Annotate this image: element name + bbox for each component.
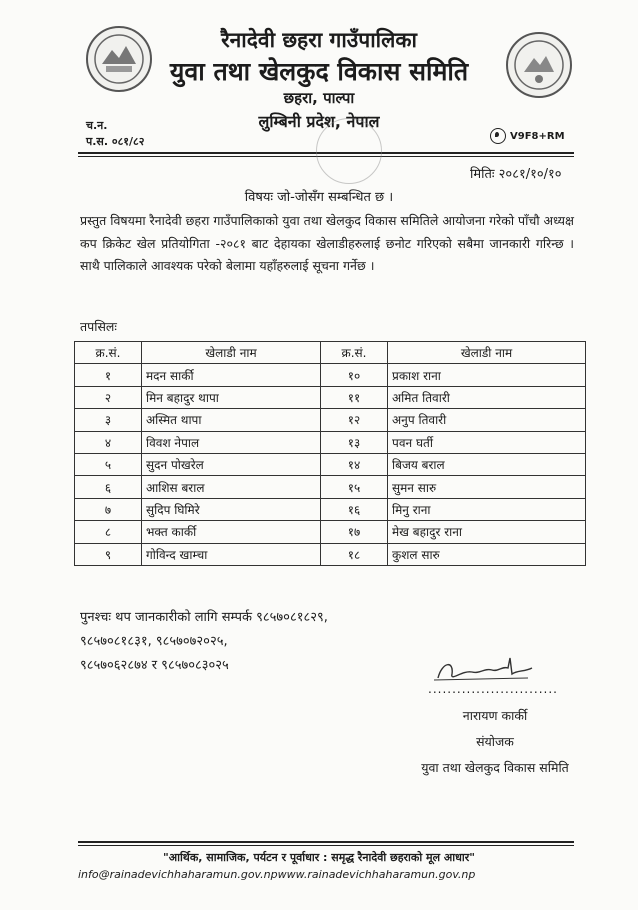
table-row (75, 521, 586, 543)
table-row (75, 431, 586, 453)
player-name-cell: गोविन्द खाम्चा (142, 543, 321, 565)
player-name-cell: सुदिप घिमिरे (142, 498, 321, 520)
serial-cell: १७ (321, 521, 388, 543)
serial-cell: २ (75, 386, 142, 408)
player-name-cell: अमित तिवारी (388, 386, 586, 408)
player-name-cell: पवन घर्ती (388, 431, 586, 453)
player-name-cell: अनुप तिवारी (388, 409, 586, 431)
player-name-cell: भक्त कार्की (142, 521, 321, 543)
player-name-cell: आशिस बराल (142, 476, 321, 498)
contact-info (80, 606, 430, 678)
serial-cell: ६ (75, 476, 142, 498)
player-name-cell: मदन सार्की (142, 364, 321, 386)
table-row (75, 386, 586, 408)
location-pin-icon (490, 128, 506, 144)
serial-cell: १६ (321, 498, 388, 520)
contact-line-1: पुनश्चः थप जानकारीको लागि सम्पर्क ९८५७०८१८२९, (80, 610, 328, 625)
reference-label: च.न. (86, 119, 108, 132)
footer-divider-thin (78, 845, 574, 846)
details-label: तपसिलः (80, 319, 117, 334)
location-line-2: लुम्बिनी प्रदेश, नेपाल (258, 112, 380, 131)
serial-cell: १० (321, 364, 388, 386)
col-player-name-1: खेलाडी नाम (142, 342, 321, 364)
serial-cell: १ (75, 364, 142, 386)
serial-cell: ७ (75, 498, 142, 520)
signatory-name: नारायण कार्की (462, 708, 528, 723)
signature-line: ........................... (428, 682, 558, 696)
player-name-cell: अस्मित थापा (142, 409, 321, 431)
serial-cell: ३ (75, 409, 142, 431)
signatory-committee: युवा तथा खेलकुद विकास समिति (421, 760, 569, 775)
contact-line-2: ९८५७०८१८३१, ९८५७०७२०२५, (80, 634, 228, 649)
plus-code (490, 128, 565, 144)
serial-cell: १५ (321, 476, 388, 498)
serial-cell: १२ (321, 409, 388, 431)
serial-cell: ११ (321, 386, 388, 408)
table-row (75, 453, 586, 475)
footer-slogan: "आर्थिक, सामाजिक, पर्यटन र पूर्वाधार : समृद्ध रैनादेवी छहराको मूल आधार" (162, 851, 475, 864)
table-row (75, 498, 586, 520)
serial-cell: ८ (75, 521, 142, 543)
footer-contact: info@rainadevichhaharamun.gov.npwww.rainadevichhaharamun.gov.np (78, 868, 476, 881)
serial-cell: ४ (75, 431, 142, 453)
player-table (74, 341, 586, 566)
table-row (75, 543, 586, 565)
player-name-cell: सुमन सारु (388, 476, 586, 498)
table-row (75, 409, 586, 431)
col-player-name-2: खेलाडी नाम (388, 342, 586, 364)
table-row (75, 476, 586, 498)
plus-code-text: V9F8+RM (510, 130, 565, 142)
location-line-1: छहरा, पाल्पा (283, 89, 355, 107)
serial-cell: १८ (321, 543, 388, 565)
player-name-cell: कुशल सारु (388, 543, 586, 565)
player-name-cell: प्रकाश राना (388, 364, 586, 386)
player-name-cell: सुदन पोखरेल (142, 453, 321, 475)
player-name-cell: विवश नेपाल (142, 431, 321, 453)
table-header-row (75, 342, 586, 364)
col-serial-2: क्र.सं. (321, 342, 388, 364)
player-name-cell: मिन बहादुर थापा (142, 386, 321, 408)
player-name-cell: मेख बहादुर राना (388, 521, 586, 543)
table-row (75, 364, 586, 386)
letter-body: प्रस्तुत विषयमा रैनादेवी छहरा गाउँपालिकाको युवा तथा खेलकुद विकास समितिले आयोजना गरेको पाँचौ अध्यक्ष कप क्रिकेट खेल प्रतियोगिता -२०८१ बाट देहायका खेलाडीहरुलाई छनोट गरिएको सबैमा जानकारी गरिन्छ । साथै पालिकाले आवश्यक परेको बेलामा यहाँहरुलाई सूचना गर्नेछ । (80, 213, 574, 273)
serial-cell: ५ (75, 453, 142, 475)
signatory-title: संयोजक (476, 734, 514, 749)
player-name-cell: बिजय बराल (388, 453, 586, 475)
footer-divider (78, 841, 574, 843)
serial-cell: ९ (75, 543, 142, 565)
serial-cell: १४ (321, 453, 388, 475)
player-name-cell: मिनु राना (388, 498, 586, 520)
official-seal-icon (316, 118, 382, 184)
fiscal-year-label: प.स. ०८१/८२ (86, 135, 145, 148)
col-serial-1: क्र.सं. (75, 342, 142, 364)
letter-subject: विषयः जो-जोसँग सम्बन्धित छ । (244, 190, 394, 205)
committee-name: युवा तथा खेलकुद विकास समिति (169, 57, 469, 86)
letter-date: मितिः २०८१/१०/१० (470, 167, 562, 182)
organization-name: रैनादेवी छहरा गाउँपालिका (221, 28, 417, 52)
contact-line-3: ९८५७०६२८७४ र ९८५७०८३०२५ (80, 658, 229, 673)
serial-cell: १३ (321, 431, 388, 453)
